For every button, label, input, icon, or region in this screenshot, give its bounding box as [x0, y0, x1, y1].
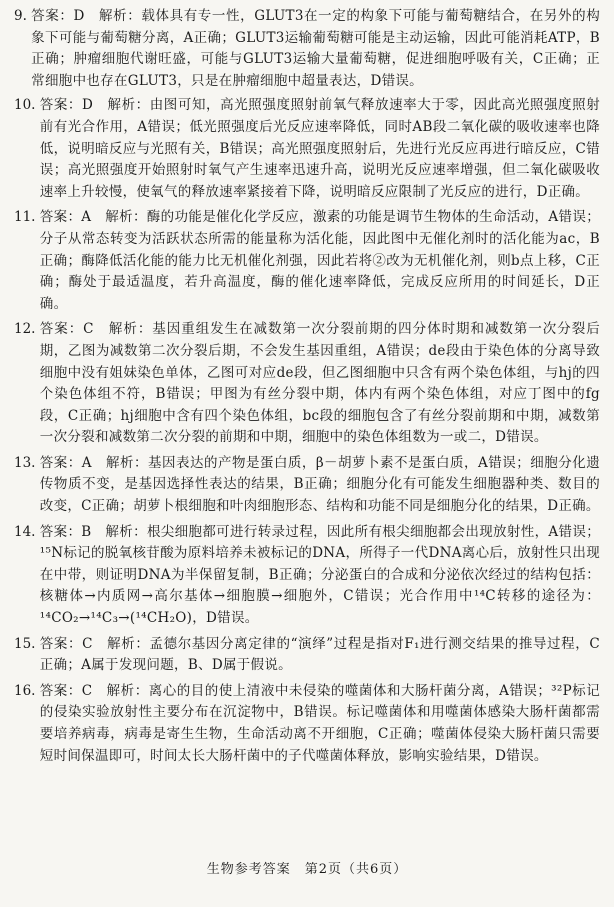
- question-number: 14.: [14, 523, 40, 540]
- question-number: 15.: [14, 635, 40, 652]
- answer-item-12: [14, 319, 600, 449]
- question-number: 12.: [14, 321, 40, 338]
- answer-text: 答案：A 解析：酶的功能是催化化学反应，激素的功能是调节生物体的生命活动，A错误；分子从常态转变为活跃状态所需的能量称为活化能，因此图中无催化剂时的活化能为ac，B正确；酶降低活化能的能力比无机催化剂强，因此若将②改为无机催化剂，则b点上移，C正确；酶处于最适温度，若升高温度，酶的催化速率降低，完成反应所用的时间延长，D正确。: [39, 209, 600, 312]
- answer-text: 答案：D 解析：载体具有专一性，GLUT3在一定的构象下可能与葡萄糖结合，在另外的构象下可能与葡萄糖分离，A正确；GLUT3运输葡萄糖可能是主动运输，因此可能消耗ATP，B正确；肿瘤细胞代谢旺盛，可能与GLUT3运输大量葡萄糖，促进细胞呼吸有关，C正确；正常细胞中也存在GLUT3，只是在肿瘤细胞中超量表达，D错误。: [31, 8, 600, 89]
- answer-text: 答案：C 解析：基因重组发生在减数第一次分裂前期的四分体时期和减数第一次分裂后期，乙图为减数第二次分裂后期，不会发生基因重组，A错误；de段由于染色体的分离导致细胞中没有姐妹染色单体，乙图可对应de段，但乙图细胞中只含有两个染色体组，与hj的四个染色体组不符，B错误；甲图为有丝分裂中期，体内有两个染色体组，对应丁图中的fg段，C正确；hj细胞中含有四个染色体组，bc段的细胞包含了有丝分裂前期和中期，减数第一次分裂和减数第二次分裂的前期和中期，细胞中的染色体组数为一或二，D错误。: [39, 321, 600, 446]
- answer-item-9: [14, 6, 600, 92]
- question-number: 16.: [14, 682, 40, 699]
- answer-item-16: [14, 681, 600, 767]
- answer-text: 答案：C 解析：离心的目的使上清液中未侵染的噬菌体和大肠杆菌分离，A错误；³²P标记的侵染实验放射性主要分布在沉淀物中，B错误。标记噬菌体和用噬菌体感染大肠杆菌都需要培养病毒，病毒是寄生生物，生命活动离不开细胞，C正确；噬菌体侵染大肠杆菌只需要短时间保温即可，时间太长大肠杆菌中的子代噬菌体释放，影响实验结果，D错误。: [39, 682, 600, 764]
- answer-text: 答案：C 解析：孟德尔基因分离定律的“演绎”过程是指对F₁进行测交结果的推导过程，C正确；A属于发现问题，B、D属于假说。: [39, 635, 600, 674]
- answer-item-11: [14, 207, 600, 315]
- answer-item-10: [14, 95, 600, 203]
- answer-item-15: [14, 634, 600, 677]
- answer-item-14: [14, 522, 600, 630]
- answer-text: 答案：A 解析：基因表达的产物是蛋白质，β－胡萝卜素不是蛋白质，A错误；细胞分化遗传物质不变，是基因选择性表达的结果，B正确；细胞分化有可能发生细胞器种类、数目的改变，C正确；胡萝卜根细胞和叶肉细胞形态、结构和功能不同是细胞分化的结果，D正确。: [39, 454, 600, 515]
- question-number: 13.: [14, 454, 40, 471]
- page-footer: 生物参考答案 第2页（共6页）: [206, 862, 408, 877]
- question-number: 10.: [14, 97, 40, 114]
- answer-text: 答案：B 解析：根尖细胞都可进行转录过程，因此所有根尖细胞都会出现放射性，A错误；¹⁵N标记的脱氧核苷酸为原料培养未被标记的DNA，所得子一代DNA离心后，放射性只出现在中带，则证明DNA为半保留复制，B正确；分泌蛋白的合成和分泌依次经过的结构包括：核糖体→内质网→高尔基体→细胞膜→细胞外，C错误；光合作用中¹⁴C转移的途径为：¹⁴CO₂→¹⁴C₃→(¹⁴CH₂O)，D错误。: [39, 523, 600, 627]
- answer-text: 答案：D 解析：由图可知，高光照强度照射前氧气释放速率大于零，因此高光照强度照射前有光合作用，A错误；低光照强度后光反应速率降低，同时AB段二氧化碳的吸收速率也降低，说明暗反应与光照有关，B错误；高光照强度照射后，先进行光反应再进行暗反应，C错误；高光照强度开始照射时氧气产生速率迅速升高，说明光反应速率增强，但二氧化碳吸收速率上升较慢，使氧气的释放速率紧接着下降，说明暗反应限制了光反应的进行，D正确。: [39, 97, 600, 200]
- question-number: 11.: [14, 209, 40, 226]
- answer-item-13: [14, 453, 600, 518]
- question-number: 9.: [14, 8, 32, 24]
